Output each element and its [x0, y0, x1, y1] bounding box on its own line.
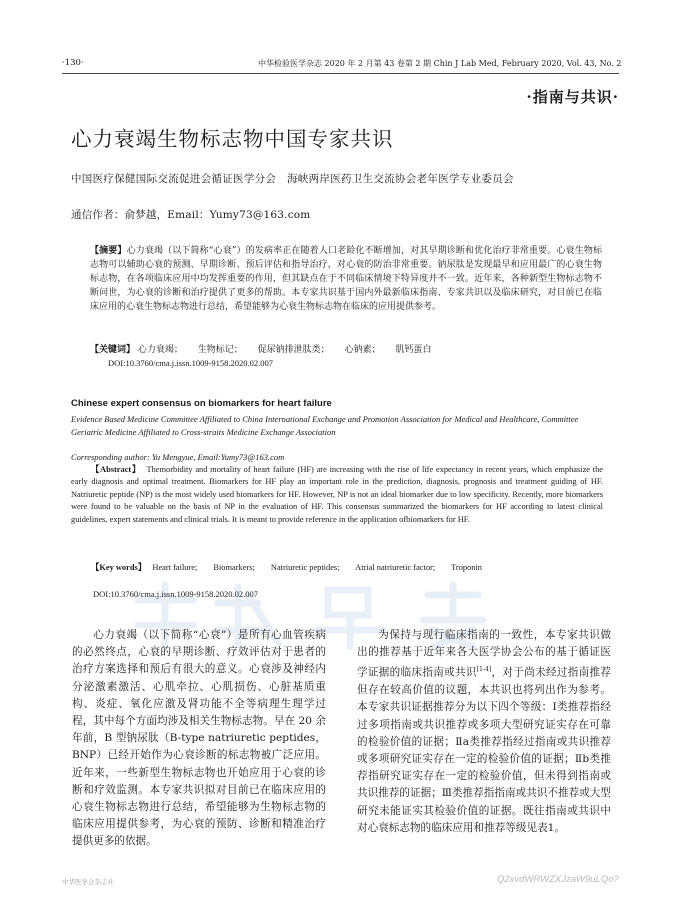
- chinese-keywords-label: 【关键词】: [90, 345, 136, 355]
- body-text: ，对于尚未经过指南推荐但存在较高价值的议题，本共识也将列出作为参考。本专家共识证据推荐分为以下四个等级：Ⅰ类推荐指经过多项指南或共识推荐或多项大型研究证实存在可靠的检验价值的证据；Ⅱa类推荐指经过指南或共识推荐或多项研究证实存在一定的检验价值的证据；Ⅱb类推荐指研究证实存在一定的检验价值，但未得到指南或共识推荐的证据；Ⅲ类推荐指指南或共识不推荐或大型研究未能证实其检验价值的证据。既往指南或共识中对心衰标志物的临床应用和推荐等级见表1。: [357, 666, 611, 834]
- keyword: 肌钙蛋白: [395, 345, 432, 355]
- author-affiliations: 中国医疗保健国际交流促进会循证医学分会 海峡两岸医药卫生交流协会老年医学专业委员会: [71, 173, 514, 185]
- keyword: Atrial natriuretic factor;: [355, 563, 436, 572]
- section-tag: ·指南与共识·: [526, 88, 619, 106]
- body-column-left: [72, 627, 326, 851]
- keyword: Troponin: [451, 563, 482, 572]
- footer-code: Q2xvdWRWZXJzaW9uLQo?: [497, 874, 619, 885]
- body-column-right: [357, 627, 611, 837]
- chinese-abstract-label: 【摘要】: [90, 246, 127, 256]
- english-corresponding-author: Corresponding author: Yu Mengyue, Email:Yumy73@163.com: [71, 452, 285, 462]
- english-abstract: [71, 464, 603, 526]
- body-text: 为保持与现行临床指南的一致性，本专家共识做出的推荐基于近年来各大医学协会公布的基于循证医学证据的临床指南或共识: [357, 629, 611, 679]
- chinese-abstract: [90, 244, 602, 314]
- english-affiliation: Evidence Based Medicine Committee Affiliated to China International Exchange and Promotion Association for Medical and Healthcare, Committee Geriatric Medicine Affiliated to Cross-straits Medicine Exchange Association: [71, 414, 579, 437]
- chinese-abstract-text: 心力衰竭（以下简称“心衰”）的发病率正在随着人口老龄化不断增加，对其早期诊断和优化治疗非常重要。心衰生物标志物可以辅助心衰的预测、早期诊断、预后评估和指导治疗，对心衰的防治非常重要。钠尿肽是发现最早和应用最广的心衰生物标志物，在各项临床应用中均发挥重要的作用，但其缺点在于不同临床情境下特异度并不一致。近年来，各种新型生物标志物不断问世，为心衰的诊断和治疗提供了更多的帮助。本专家共识基于国内外最新临床指南、专家共识以及临床研究，对目前已在临床应用的心衰生物标志物进行总结，希望能够为心衰生物标志物在临床的应用提供参考。: [90, 246, 602, 312]
- english-abstract-text: Themorbidity and mortality of heart failure (HF) are increasing with the rise of life expectancy in recent years, which emphasize the early diagnosis and optimal treatment. Biomarkers for HF play an important role in the prediction, diagnosis, prognosis and treatment guiding of HF. Natriuretic peptide (NP) is the most widely used biomarkers for HF. However, NP is not an ideal biomarker due to low specificity. Recently, more biomarkers were found to be valuable on the basis of NP in the evaluation of HF. This consensus summarized the biomarkers for HF according to latest clinical guidelines, expert statements and clinical trials. It is meant to provide reference in the application ofbiomarkers for HF.: [71, 465, 604, 524]
- journal-running-header: 中华检验医学杂志 2020 年 2 月第 43 卷第 2 期 Chin J Lab Med, February 2020, Vol. 43, No. 2: [258, 59, 622, 68]
- citation-ref[interactable]: [1-4]: [476, 666, 492, 674]
- article-title: 心力衰竭生物标志物中国专家共识: [71, 127, 394, 151]
- chinese-doi: DOI:10.3760/cma.j.issn.1009-9158.2020.02.007: [108, 358, 274, 368]
- header-rule: [62, 73, 619, 74]
- body-paragraph: 心力衰竭（以下简称“心衰”）是所有心血管疾病的必然终点，心衰的早期诊断、疗效评估对于患者的治疗方案选择和预后有很大的意义。心衰涉及神经内分泌激素激活、心肌牵拉、心肌损伤、心脏基质重构、炎症、氧化应激及肾功能不全等病理生理学过程，其中每个方面均涉及相关生物标志物。早在 20 余年前，B 型钠尿肽（B-type natriuretic peptides，BNP）已经开始作为心衰诊断的标志物被广泛应用。近年来，一些新型生物标志物也开始应用于心衰的诊断和疗效监测。本专家共识拟对目前已在临床应用的心衰生物标志物进行总结，希望能够为生物标志物的临床应用提供参考，为心衰的预防、诊断和精准治疗提供更多的依据。: [72, 629, 326, 848]
- english-keywords: [71, 561, 603, 574]
- keyword: Natriuretic peptides;: [270, 563, 340, 572]
- publisher-logo: 中华医学会杂志社: [62, 879, 114, 886]
- page-number: ·130·: [62, 58, 84, 68]
- english-doi: DOI:10.3760/cma.j.issn.1009-9158.2020.02.007: [93, 589, 259, 599]
- keyword: 生物标记；: [197, 345, 243, 355]
- english-abstract-label: 【Abstract】: [91, 465, 141, 474]
- chinese-keywords: [90, 342, 602, 355]
- keyword: 促尿钠排泄肽类；: [257, 345, 330, 355]
- keyword: Heart failure;: [152, 563, 198, 572]
- english-title: Chinese expert consensus on biomarkers for heart failure: [71, 398, 332, 409]
- keyword: 心力衰竭；: [137, 345, 183, 355]
- keyword: 心钠素；: [344, 345, 381, 355]
- corresponding-author: 通信作者：俞梦越，Email：Yumy73@163.com: [71, 209, 311, 221]
- body-paragraph: [357, 627, 611, 837]
- keyword: Biomarkers;: [213, 563, 255, 572]
- english-keywords-label: 【Key words】: [91, 563, 147, 572]
